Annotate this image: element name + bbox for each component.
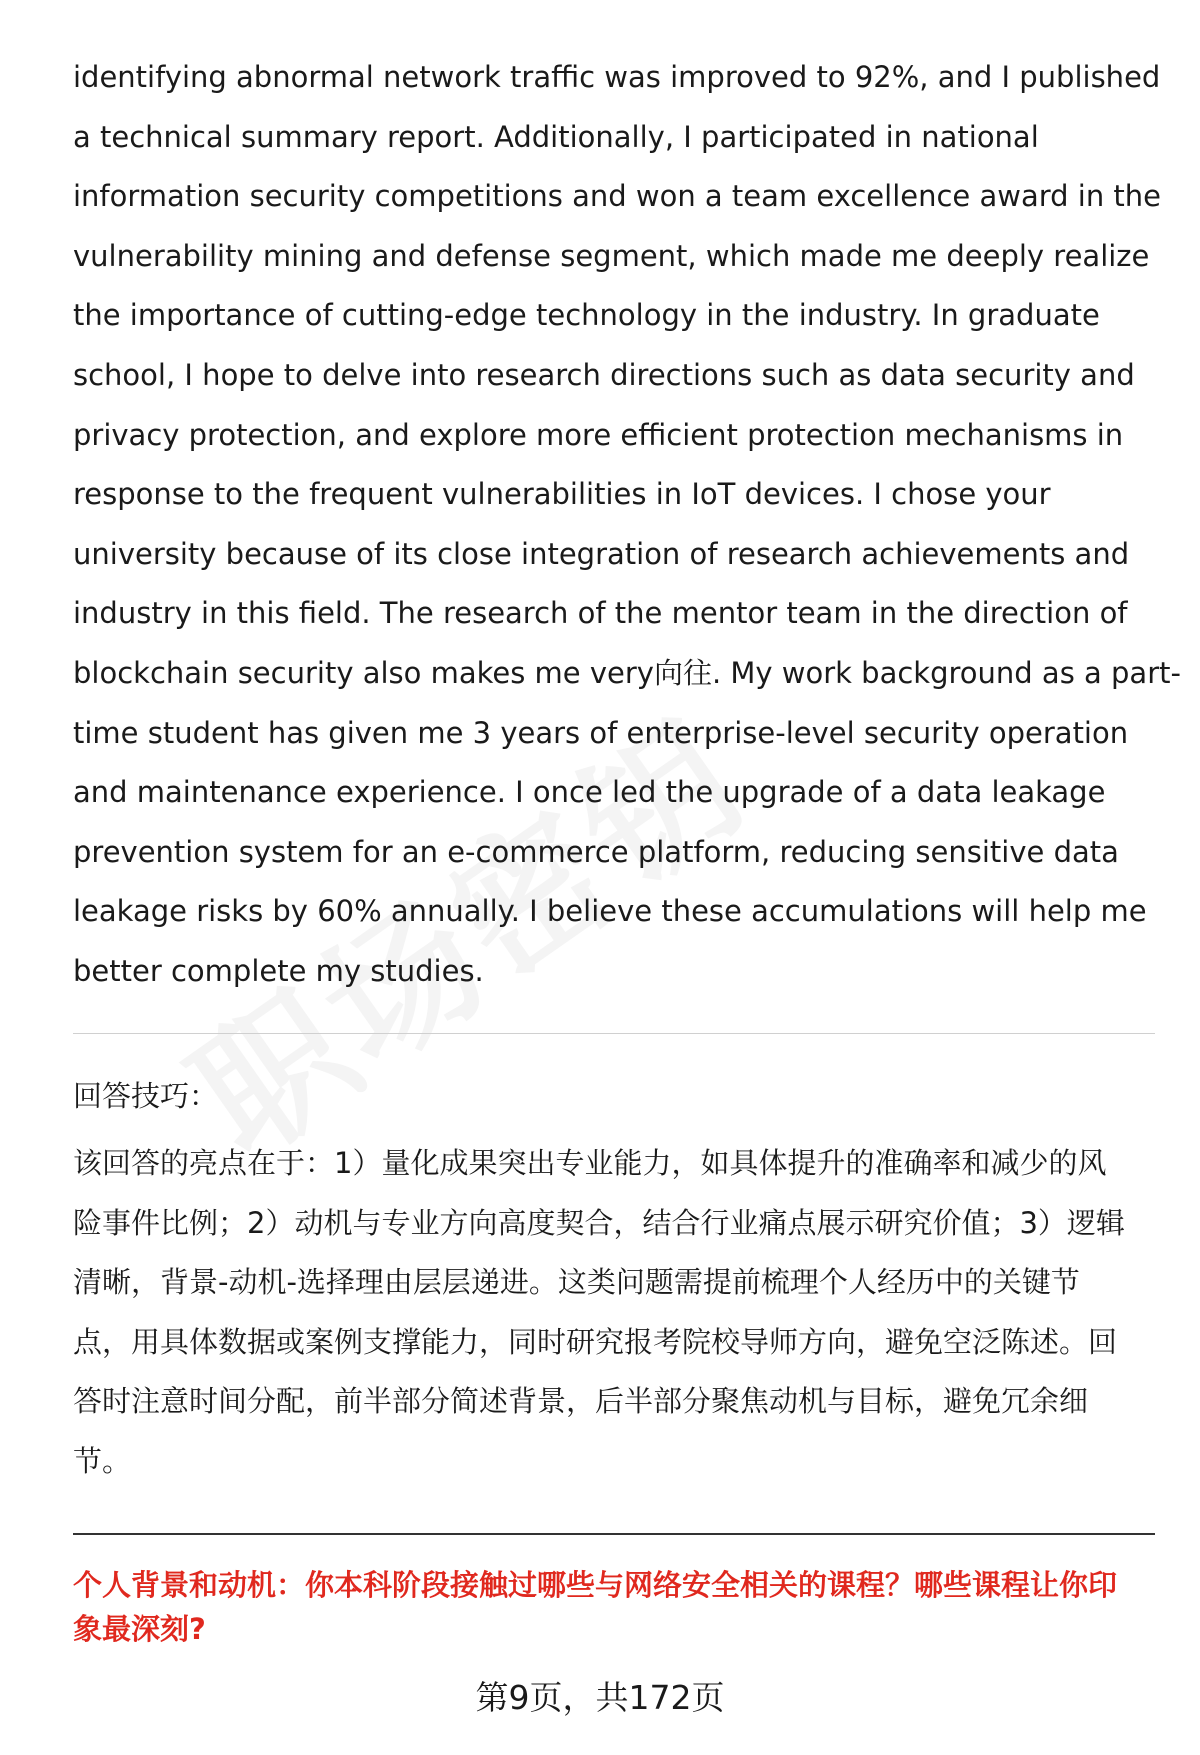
tips-line: 答时注意时间分配，前半部分简述背景，后半部分聚焦动机与目标，避免冗余细 xyxy=(73,1384,1089,1418)
answer-line: vulnerability mining and defense segment, which made me deeply realize xyxy=(73,238,1150,273)
answer-line: identifying abnormal network traffic was improved to 92%, and I published xyxy=(73,60,1161,94)
tips-line: 清晰，背景-动机-选择理由层层递进。这类问题需提前梳理个人经历中的关键节 xyxy=(73,1265,1080,1299)
section-divider xyxy=(73,1033,1155,1034)
question-line: 象最深刻? xyxy=(73,1612,206,1646)
answer-line: blockchain security also makes me very向往. My work background as a part- xyxy=(73,655,1181,690)
answer-line: prevention system for an e-commerce platform, reducing sensitive data xyxy=(73,834,1119,869)
answer-line: industry in this field. The research of the mentor team in the direction of xyxy=(73,596,1128,631)
question-divider xyxy=(73,1533,1155,1535)
answer-line: information security competitions and won a team excellence award in the xyxy=(73,179,1162,214)
answer-line: university because of its close integration of research achievements and xyxy=(73,536,1130,571)
answer-line: time student has given me 3 years of enterprise-level security operation xyxy=(73,715,1129,750)
tips-heading: 回答技巧： xyxy=(73,1079,219,1113)
tips-line: 节。 xyxy=(73,1443,132,1478)
answer-line: the importance of cutting-edge technology in the industry. In graduate xyxy=(73,298,1100,333)
answer-line: response to the frequent vulnerabilities in IoT devices. I chose your xyxy=(73,477,1051,512)
tips-paragraph xyxy=(73,1134,1158,1491)
answer-line: leakage risks by 60% annually. I believe these accumulations will help me xyxy=(73,894,1147,929)
tips-line: 险事件比例；2）动机与专业方向高度契合，结合行业痛点展示研究价值；3）逻辑 xyxy=(73,1205,1125,1240)
question-heading xyxy=(73,1563,1158,1651)
answer-line: a technical summary report. Additionally, I participated in national xyxy=(73,119,1039,154)
answer-line: and maintenance experience. I once led the upgrade of a data leakage xyxy=(73,775,1106,810)
page-number: 第9页，共172页 xyxy=(475,1678,725,1717)
answer-line: privacy protection, and explore more efficient protection mechanisms in xyxy=(73,417,1124,452)
answer-line: school, I hope to delve into research directions such as data security and xyxy=(73,357,1135,392)
tips-line: 点，用具体数据或案例支撑能力，同时研究报考院校导师方向，避免空泛陈述。回 xyxy=(73,1324,1118,1359)
tips-line: 该回答的亮点在于：1）量化成果突出专业能力，如具体提升的准确率和减少的风 xyxy=(73,1146,1107,1180)
answer-paragraph xyxy=(73,48,1181,1002)
question-line: 个人背景和动机：你本科阶段接触过哪些与网络安全相关的课程？哪些课程让你印 xyxy=(73,1568,1118,1602)
answer-line: better complete my studies. xyxy=(73,953,484,988)
